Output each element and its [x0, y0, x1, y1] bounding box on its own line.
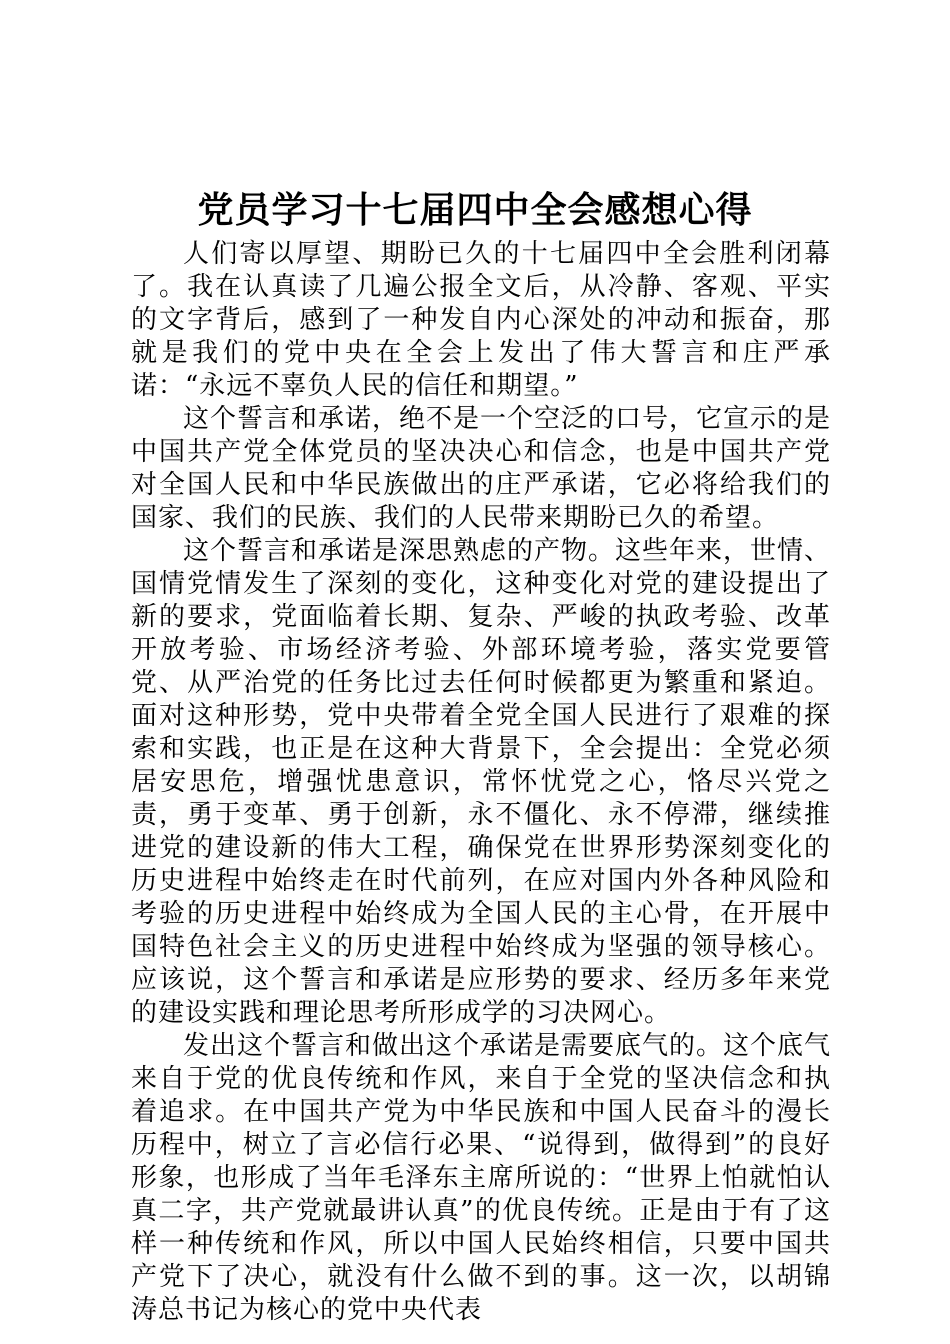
document-body [131, 238, 831, 1327]
paragraph-2: 这个誓言和承诺，绝不是一个空泛的口号，它宣示的是中国共产党全体党员的坚决决心和信念，也是中国共产党对全国人民和中华民族做出的庄严承诺，它必将给我们的国家、我们的民族、我们的人民带来期盼已久的希望。 [131, 404, 832, 533]
document-title: 党员学习十七届四中全会感想心得 [197, 189, 753, 231]
paragraph-4: 发出这个誓言和做出这个承诺是需要底气的。这个底气来自于党的优良传统和作风，来自于全党的坚决信念和执着追求。在中国共产党为中华民族和中国人民奋斗的漫长历程中，树立了言必信行必果、“说得到，做得到”的良好形象，也形成了当年毛泽东主席所说的：“世界上怕就怕认真二字，共产党就最讲认真”的优良传统。正是由于有了这样一种传统和作风，所以中国人民始终相信，只要中国共产党下了决心，就没有什么做不到的事。这一次，以胡锦涛总书记为核心的党中央代表 [131, 1031, 832, 1325]
paragraph-1: 人们寄以厚望、期盼已久的十七届四中全会胜利闭幕了。我在认真读了几遍公报全文后，从冷静、客观、平实的文字背后，感到了一种发自内心深处的冲动和振奋，那就是我们的党中央在全会上发出了伟大誓言和庄严承诺：“永远不辜负人民的信任和期望。” [131, 239, 831, 401]
paragraph-3: 这个誓言和承诺是深思熟虑的产物。这些年来，世情、国情党情发生了深刻的变化，这种变化对党的建设提出了新的要求，党面临着长期、复杂、严峻的执政考验、改革开放考验、市场经济考验、外部环境考验，落实党要管党、从严治党的任务比过去任何时候都更为繁重和紧迫。面对这种形势，党中央带着全党全国人民进行了艰难的探索和实践，也正是在这种大背景下，全会提出：全党必须居安思危，增强忧患意识，常怀忧党之心，恪尽兴党之责，勇于变革、勇于创新，永不僵化、永不停滞，继续推进党的建设新的伟大工程，确保党在世界形势深刻变化的历史进程中始终走在时代前列，在应对国内外各种风险和考验的历史进程中始终成为全国人民的主心骨，在开展中国特色社会主义的历史进程中始终成为坚强的领导核心。应该说，这个誓言和承诺是应形势的要求、经历多年来党的建设实践和理论思考所形成学的习决网心。 [131, 536, 832, 1028]
